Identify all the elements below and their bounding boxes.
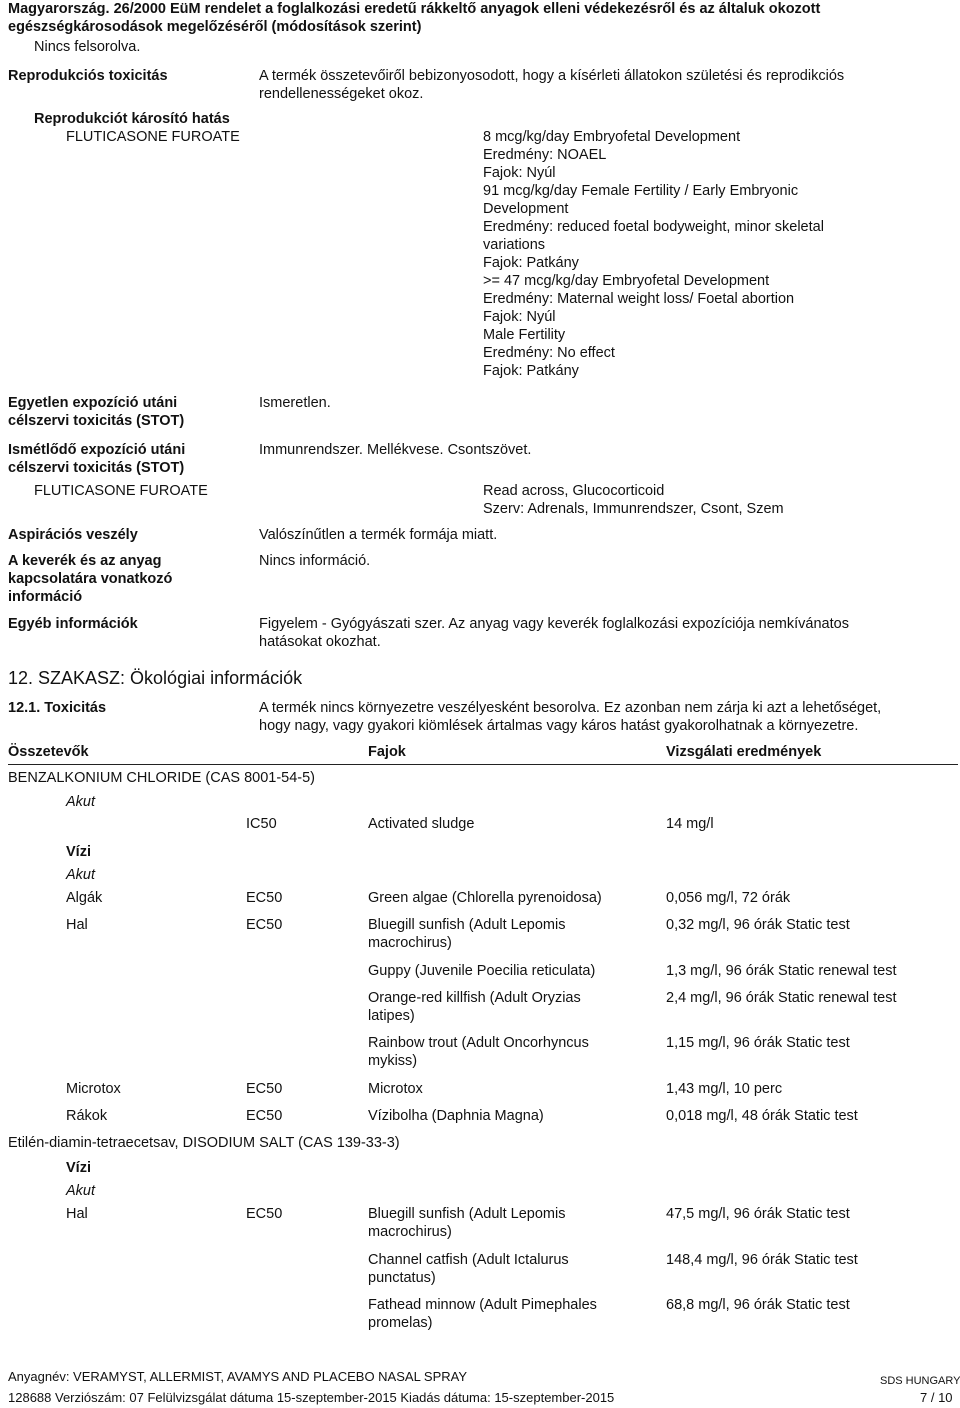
effect-line: Fajok: Patkány <box>483 363 579 379</box>
result: 14 mg/l <box>666 816 714 832</box>
species-line1: Guppy (Juvenile Poecilia reticulata) <box>368 963 596 979</box>
mixture-label-1: A keverék és az anyag <box>8 553 162 569</box>
species-line1: Rainbow trout (Adult Oncorhyncus <box>368 1035 589 1051</box>
mixture-label-3: információ <box>8 589 83 605</box>
effect-line: 8 mcg/kg/day Embryofetal Development <box>483 129 741 145</box>
species-line1: Orange-red killfish (Adult Oryzias <box>368 990 581 1006</box>
group-fish: Hal <box>66 917 88 933</box>
result: 0,32 mg/l, 96 órák Static test <box>666 917 850 933</box>
substance-fluticasone-1: FLUTICASONE FUROATE <box>66 129 240 145</box>
col-header-results: Vizsgálati eredmények <box>666 744 822 760</box>
group-fish: Hal <box>66 1206 88 1222</box>
section-12-title: 12. SZAKASZ: Ökológiai információk <box>8 668 303 688</box>
footer-sds-label: SDS HUNGARY <box>880 1375 960 1387</box>
aspiration-label: Aspirációs veszély <box>8 527 138 543</box>
category-aquatic: Vízi <box>66 1160 91 1176</box>
group-crustacea: Rákok <box>66 1108 108 1124</box>
repro-effect-label: Reprodukciót károsító hatás <box>34 111 230 127</box>
result: 68,8 mg/l, 96 órák Static test <box>666 1297 850 1313</box>
effect-line: Fajok: Nyúl <box>483 165 556 181</box>
effect-line: Development <box>483 201 569 217</box>
stot-repeated-label-1: Ismétlődő expozíció utáni <box>8 442 186 458</box>
toxicity-value-1: A termék nincs környezetre veszélyesként besorolva. Ez azonban nem zárja ki azt a lehetőséget, <box>259 700 882 716</box>
species-line2: macrochirus) <box>368 935 452 951</box>
stot-single-label-2: célszervi toxicitás (STOT) <box>8 413 185 429</box>
substance-fluticasone-2: FLUTICASONE FUROATE <box>34 483 208 499</box>
group-microtox: Microtox <box>66 1081 121 1097</box>
repro-tox-value: A termék összetevőiről bebizonyosodott, hogy a kísérleti állatokon születési és reprodikciós rendellenességeket okoz. <box>259 68 845 102</box>
result: 0,056 mg/l, 72 órák <box>666 890 791 906</box>
effect-line: Male Fertility <box>483 327 566 343</box>
effect-line: Fajok: Nyúl <box>483 309 556 325</box>
result: 148,4 mg/l, 96 órák Static test <box>666 1252 858 1268</box>
result: 1,43 mg/l, 10 perc <box>666 1081 783 1097</box>
result: 47,5 mg/l, 96 órák Static test <box>666 1206 850 1222</box>
species-line2: punctatus) <box>368 1270 436 1286</box>
species: Vízibolha (Daphnia Magna) <box>368 1108 544 1124</box>
endpoint: EC50 <box>246 1108 283 1124</box>
stot-repeated-sub-1: Read across, Glucocorticoid <box>483 483 665 499</box>
species: Green algae (Chlorella pyrenoidosa) <box>368 890 602 906</box>
repro-tox-label: Reprodukciós toxicitás <box>8 68 168 84</box>
toxicity-value-2: hogy nagy, vagy gyakori kiömlések ártalmas vagy káros hatást gyakorolhatnak a környezetre. <box>259 718 859 734</box>
species-line2: promelas) <box>368 1315 433 1331</box>
result: 1,15 mg/l, 96 órák Static test <box>666 1035 850 1051</box>
stot-single-value: Ismeretlen. <box>259 395 331 411</box>
effect-line: 91 mcg/kg/day Female Fertility / Early Embryonic <box>483 183 799 199</box>
footer-meta: 128688 Verziószám: 07 Felülvizsgálat dátuma 15-szeptember-2015 Kiadás dátuma: 15-szeptember-2015 <box>8 1390 615 1405</box>
stot-repeated-value: Immunrendszer. Mellékvese. Csontszövet. <box>259 442 532 458</box>
species: Microtox <box>368 1081 423 1097</box>
not-listed-text: Nincs felsorolva. <box>34 39 141 55</box>
effect-line: Eredmény: NOAEL <box>483 147 607 163</box>
result: 1,3 mg/l, 96 órák Static renewal test <box>666 963 897 979</box>
component-name: BENZALKONIUM CHLORIDE (CAS 8001-54-5) <box>8 770 315 786</box>
endpoint: EC50 <box>246 917 283 933</box>
category-aquatic: Vízi <box>66 844 91 860</box>
toxicity-label: 12.1. Toxicitás <box>8 700 107 716</box>
stot-single-label-1: Egyetlen expozíció utáni <box>8 395 178 411</box>
category-acute: Akut <box>66 794 96 810</box>
stot-repeated-label-2: célszervi toxicitás (STOT) <box>8 460 185 476</box>
repro-effects-list <box>483 128 824 380</box>
footer-page-number: 7 / 10 <box>920 1390 953 1405</box>
endpoint: IC50 <box>246 816 277 832</box>
other-info-value-1: Figyelem - Gyógyászati szer. Az anyag vagy keverék foglalkozási expozíciója nemkívánatos <box>259 616 849 632</box>
endpoint: EC50 <box>246 890 283 906</box>
endpoint: EC50 <box>246 1206 283 1222</box>
other-info-value-2: hatásokat okozhat. <box>259 634 381 650</box>
footer-product-name: Anyagnév: VERAMYST, ALLERMIST, AVAMYS AND PLACEBO NASAL SPRAY <box>8 1369 468 1384</box>
component-name: Etilén-diamin-tetraecetsav, DISODIUM SALT (CAS 139-33-3) <box>8 1135 400 1151</box>
endpoint: EC50 <box>246 1081 283 1097</box>
col-header-components: Összetevők <box>8 744 89 760</box>
effect-line: Fajok: Patkány <box>483 255 579 271</box>
species-line2: mykiss) <box>368 1053 418 1069</box>
other-info-label: Egyéb információk <box>8 616 138 632</box>
result: 0,018 mg/l, 48 órák Static test <box>666 1108 858 1124</box>
species: Activated sludge <box>368 816 475 832</box>
regulation-title-line2: egészségkárosodások megelőzéséről (módosítások szerint) <box>8 19 422 35</box>
result: 2,4 mg/l, 96 órák Static renewal test <box>666 990 897 1006</box>
group-algae: Algák <box>66 890 103 906</box>
effect-line: variations <box>483 237 546 253</box>
mixture-value: Nincs információ. <box>259 553 371 569</box>
effect-line: Eredmény: No effect <box>483 345 615 361</box>
effect-line: >= 47 mcg/kg/day Embryofetal Development <box>483 273 770 289</box>
aspiration-value: Valószínűtlen a termék formája miatt. <box>259 527 498 543</box>
category-acute: Akut <box>66 867 96 883</box>
species-line1: Fathead minnow (Adult Pimephales <box>368 1297 597 1313</box>
species-line1: Bluegill sunfish (Adult Lepomis <box>368 1206 566 1222</box>
effect-line: Eredmény: reduced foetal bodyweight, minor skeletal <box>483 219 824 235</box>
stot-repeated-sub-2: Szerv: Adrenals, Immunrendszer, Csont, Szem <box>483 501 784 517</box>
mixture-label-2: kapcsolatára vonatkozó <box>8 571 173 587</box>
category-acute: Akut <box>66 1183 96 1199</box>
species-line1: Bluegill sunfish (Adult Lepomis <box>368 917 566 933</box>
col-header-species: Fajok <box>368 744 406 760</box>
species-line2: macrochirus) <box>368 1224 452 1240</box>
species-line2: latipes) <box>368 1008 415 1024</box>
species-line1: Channel catfish (Adult Ictalurus <box>368 1252 569 1268</box>
table-header-rule <box>8 764 958 765</box>
regulation-title-line1: Magyarország. 26/2000 EüM rendelet a foglalkozási eredetű rákkeltő anyagok elleni védekezésről és az általuk okozott <box>8 1 821 17</box>
effect-line: Eredmény: Maternal weight loss/ Foetal abortion <box>483 291 795 307</box>
